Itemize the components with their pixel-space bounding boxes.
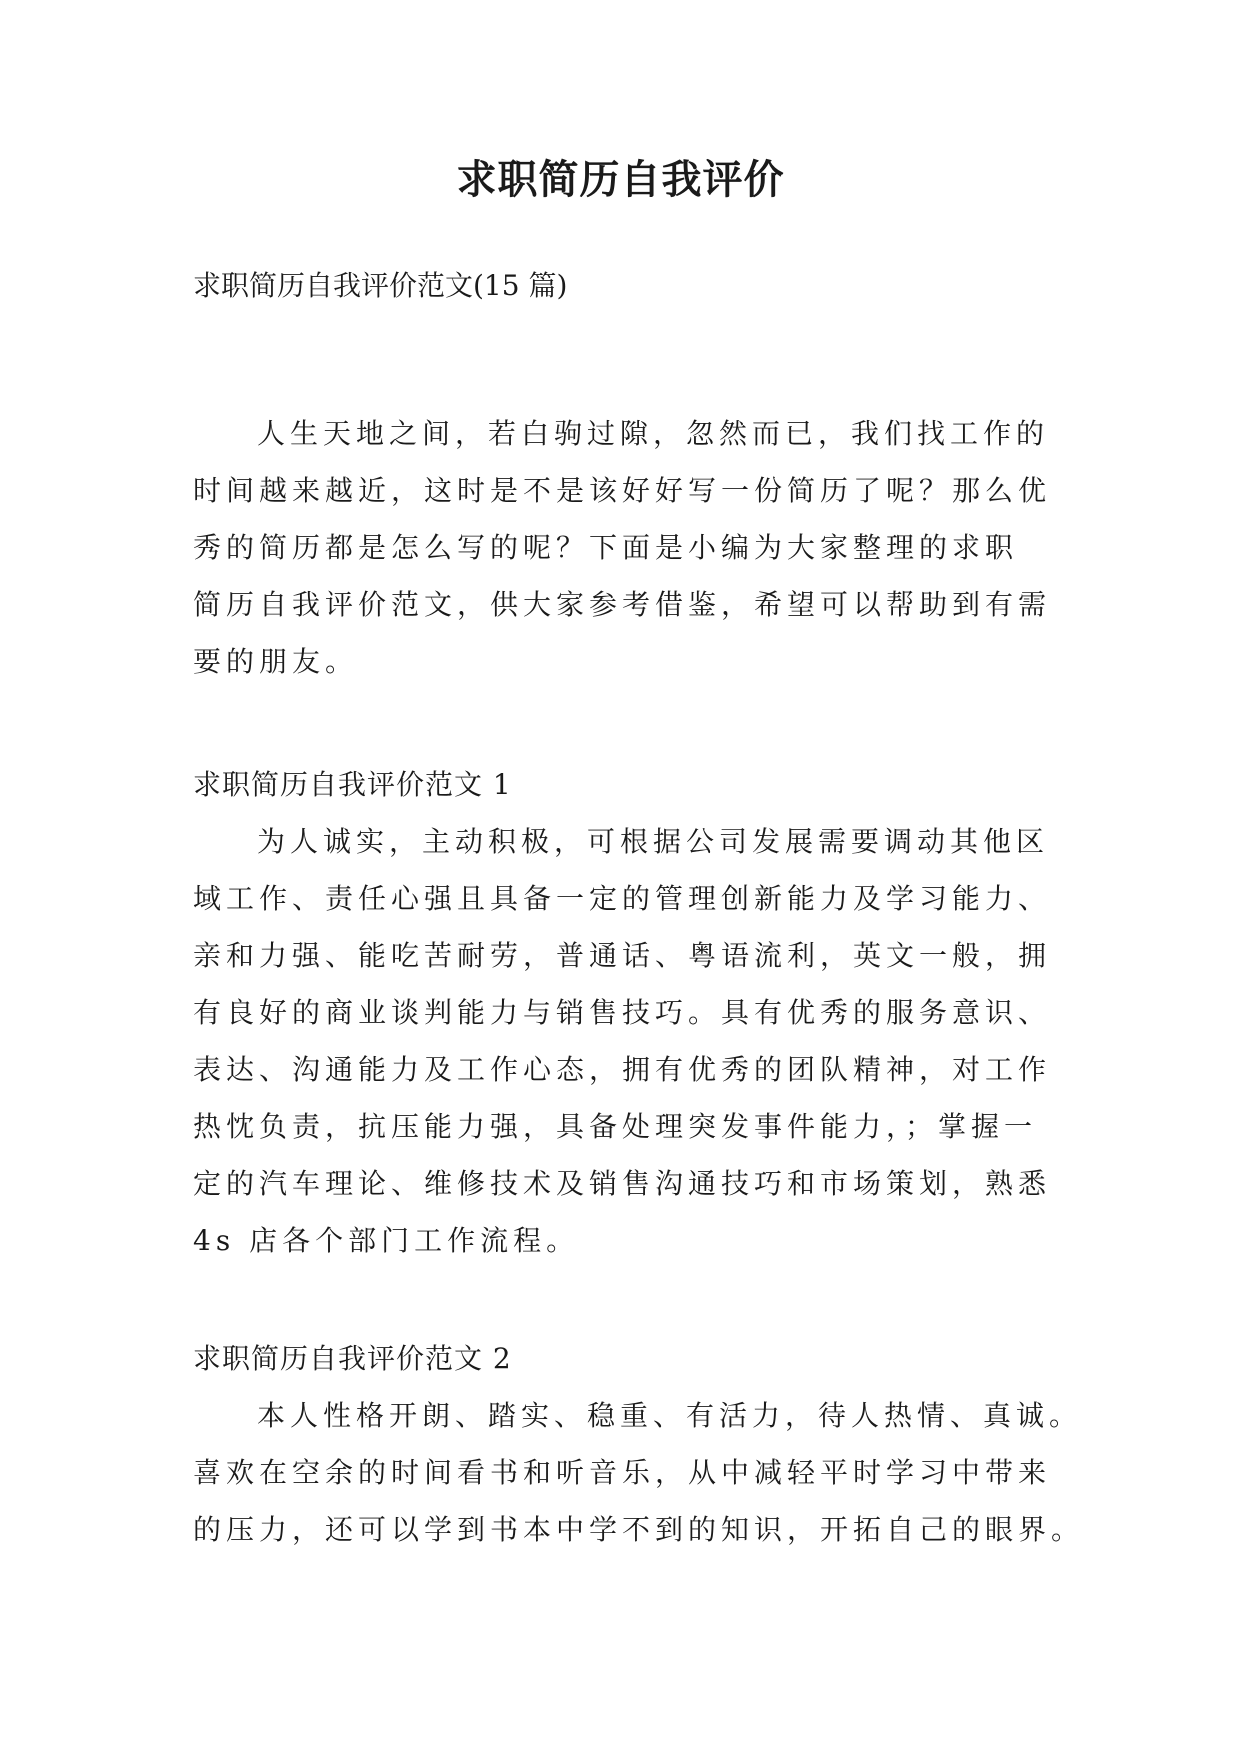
document-subtitle: 求职简历自我评价范文(15 篇) [193, 269, 568, 302]
paragraph-line: 有良好的商业谈判能力与销售技巧。具有优秀的服务意识、 [193, 996, 1052, 1029]
paragraph-line: 域工作、责任心强且具备一定的管理创新能力及学习能力、 [193, 882, 1052, 915]
paragraph-line: 表达、沟通能力及工作心态，拥有优秀的团队精神，对工作 [193, 1053, 1052, 1086]
intro-paragraph [193, 405, 1053, 690]
intro-line: 时间越来越近，这时是不是该好好写一份简历了呢？那么优 [193, 474, 1052, 507]
paragraph-line: 热忱负责，抗压能力强，具备处理突发事件能力，；掌握一 [193, 1110, 1038, 1143]
section-heading: 求职简历自我评价范文 1 [193, 768, 512, 801]
intro-line: 简历自我评价范文，供大家参考借鉴，希望可以帮助到有需 [193, 588, 1052, 621]
paragraph-line: 的压力，还可以学到书本中学不到的知识，开拓自己的眼界。 [193, 1513, 1085, 1546]
intro-line: 人生天地之间，若白驹过隙，忽然而已，我们找工作的 [257, 417, 1050, 450]
document-title: 求职简历自我评价 [456, 156, 785, 203]
paragraph-line: 为人诚实，主动积极，可根据公司发展需要调动其他区 [257, 825, 1050, 858]
paragraph-line: 定的汽车理论、维修技术及销售沟通技巧和市场策划，熟悉 [193, 1167, 1052, 1200]
paragraph-line: 喜欢在空余的时间看书和听音乐，从中减轻平时学习中带来 [193, 1456, 1052, 1489]
section-sample-2 [193, 1330, 1085, 1558]
section-sample-1 [193, 756, 1053, 1269]
paragraph-line: 亲和力强、能吃苦耐劳，普通话、粤语流利，英文一般，拥 [193, 939, 1052, 972]
intro-line: 要的朋友。 [193, 645, 359, 678]
paragraph-line: 本人性格开朗、踏实、稳重、有活力，待人热情、真诚。 [257, 1399, 1083, 1432]
intro-line: 秀的简历都是怎么写的呢？下面是小编为大家整理的求职 [193, 531, 1019, 564]
paragraph-line: 4s 店各个部门工作流程。 [193, 1224, 580, 1257]
section-heading: 求职简历自我评价范文 2 [193, 1342, 512, 1375]
